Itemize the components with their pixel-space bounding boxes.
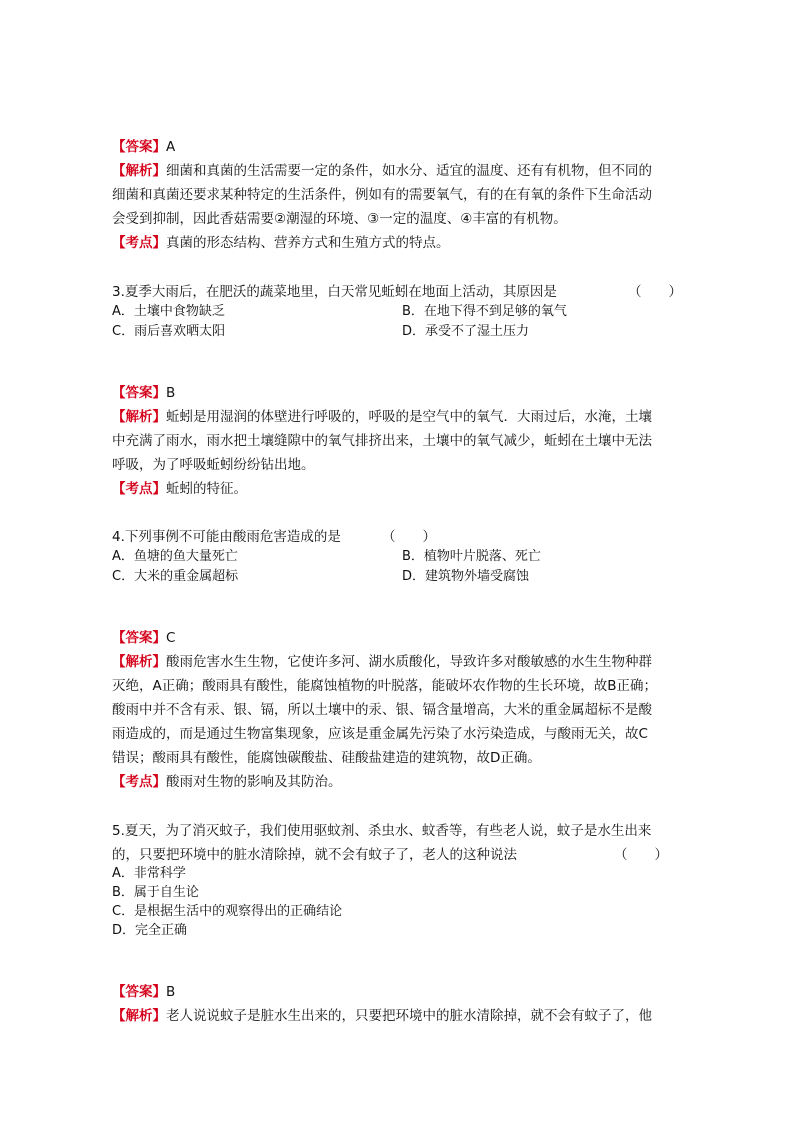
answer-block-q4 — [112, 626, 682, 794]
answer-value: A — [166, 139, 176, 155]
option-row — [112, 322, 672, 342]
point-text: 真菌的形态结构、营养方式和生殖方式的特点。 — [166, 235, 450, 251]
analysis-line: 灭绝，A正确；酸雨具有酸性，能腐蚀植物的叶脱落，能破坏农作物的生长环境，故B正确； — [112, 678, 657, 694]
answer-line — [112, 626, 682, 650]
question-stem — [112, 526, 682, 548]
analysis-line: 细菌和真菌还要求某种特定的生活条件，例如有的需要氧气，有的在有氧的条件下生命活动 — [112, 187, 652, 203]
answer-block-q2 — [112, 135, 682, 255]
q5-options — [112, 864, 672, 940]
point-text: 蚯蚓的特征。 — [166, 481, 247, 497]
question-4 — [112, 526, 682, 548]
analysis-line: 会受到抑制，因此香菇需要②潮湿的环境、③一定的温度、④丰富的有机物。 — [112, 211, 567, 227]
option-a: A．鱼塘的鱼大量死亡 — [112, 549, 238, 564]
point-tag: 【考点】 — [112, 481, 166, 497]
point-line — [112, 477, 682, 501]
option-row — [112, 547, 672, 567]
answer-tag: 【答案】 — [112, 984, 166, 1000]
option-row — [112, 567, 672, 587]
option-d: D．建筑物外墙受腐蚀 — [402, 569, 530, 584]
option-b: B．在地下得不到足够的氧气 — [402, 304, 567, 319]
answer-paren: （ ） — [614, 847, 668, 863]
option-d: D．完全正确 — [112, 923, 188, 938]
answer-block-q3 — [112, 381, 682, 501]
analysis-text: 酸雨危害水生生物，它使许多河、湖水质酸化，导致许多对酸敏感的水生生物种群 — [166, 654, 652, 670]
answer-tag: 【答案】 — [112, 385, 166, 401]
answer-paren: （ ） — [628, 284, 682, 300]
option-row — [112, 302, 672, 322]
question-stem-text: 3.夏季大雨后，在肥沃的蔬菜地里，白天常见蚯蚓在地面上活动，其原因是 — [112, 284, 557, 300]
point-tag: 【考点】 — [112, 235, 166, 251]
point-line — [112, 231, 682, 255]
analysis-line: 酸雨中并不含有汞、银、镉，所以土壤中的汞、银、镉含量增高，大米的重金属超标不是酸 — [112, 702, 652, 718]
analysis-line — [112, 1004, 682, 1028]
q3-options — [112, 302, 672, 342]
analysis-line: 错误；酸雨具有酸性，能腐蚀碳酸盐、硅酸盐建造的建筑物，故D正确。 — [112, 750, 541, 766]
point-line — [112, 770, 682, 794]
option-a: A．土壤中食物缺乏 — [112, 304, 225, 319]
question-stem — [112, 281, 682, 303]
option-b: B．属于自生论 — [112, 885, 199, 900]
analysis-tag: 【解析】 — [112, 409, 166, 425]
analysis-line — [112, 159, 682, 183]
analysis-tag: 【解析】 — [112, 654, 166, 670]
option-a: A．非常科学 — [112, 866, 186, 881]
analysis-line: 呼吸，为了呼吸蚯蚓纷纷钻出地。 — [112, 457, 315, 473]
analysis-line: 雨造成的，而是通过生物富集现象，应该是重金属先污染了水污染造成，与酸雨无关，故C — [112, 726, 648, 742]
analysis-line — [112, 650, 682, 674]
analysis-tag: 【解析】 — [112, 163, 166, 179]
analysis-text: 蚯蚓是用湿润的体壁进行呼吸的，呼吸的是空气中的氧气．大雨过后，水淹，土壤 — [166, 409, 652, 425]
question-stem-text: 的，只要把环境中的脏水清除掉，就不会有蚊子了，老人的这种说法 — [112, 847, 517, 863]
question-3 — [112, 281, 682, 303]
point-text: 酸雨对生物的影响及其防治。 — [166, 774, 342, 790]
question-stem: 5.夏天，为了消灭蚊子，我们使用驱蚊剂、杀虫水、蚊香等，有些老人说，蚊子是水生出来 — [112, 823, 652, 839]
answer-line — [112, 381, 682, 405]
answer-value: B — [166, 984, 176, 1000]
analysis-line: 中充满了雨水，雨水把土壤缝隙中的氧气排挤出来，土壤中的氧气减少，蚯蚓在土壤中无法 — [112, 433, 652, 449]
question-5 — [112, 819, 682, 867]
question-stem-text: 4.下列事例不可能由酸雨危害造成的是 — [112, 529, 341, 545]
answer-block-q5 — [112, 980, 682, 1028]
analysis-text: 细菌和真菌的生活需要一定的条件，如水分、适宜的温度、还有有机物，但不同的 — [166, 163, 652, 179]
option-c: C．大米的重金属超标 — [112, 569, 239, 584]
answer-line — [112, 980, 682, 1004]
answer-value: B — [166, 385, 176, 401]
option-b: B．植物叶片脱落、死亡 — [402, 549, 541, 564]
answer-tag: 【答案】 — [112, 139, 166, 155]
option-d: D．承受不了湿土压力 — [402, 324, 530, 339]
answer-value: C — [166, 630, 176, 646]
option-c: C．是根据生活中的观察得出的正确结论 — [112, 904, 343, 919]
answer-paren: （ ） — [382, 529, 436, 545]
analysis-line — [112, 405, 682, 429]
point-tag: 【考点】 — [112, 774, 166, 790]
q4-options — [112, 547, 672, 587]
analysis-tag: 【解析】 — [112, 1008, 166, 1024]
answer-line — [112, 135, 682, 159]
analysis-text: 老人说说蚊子是脏水生出来的，只要把环境中的脏水清除掉，就不会有蚊子了，他 — [166, 1008, 652, 1024]
answer-tag: 【答案】 — [112, 630, 166, 646]
option-c: C．雨后喜欢晒太阳 — [112, 324, 226, 339]
